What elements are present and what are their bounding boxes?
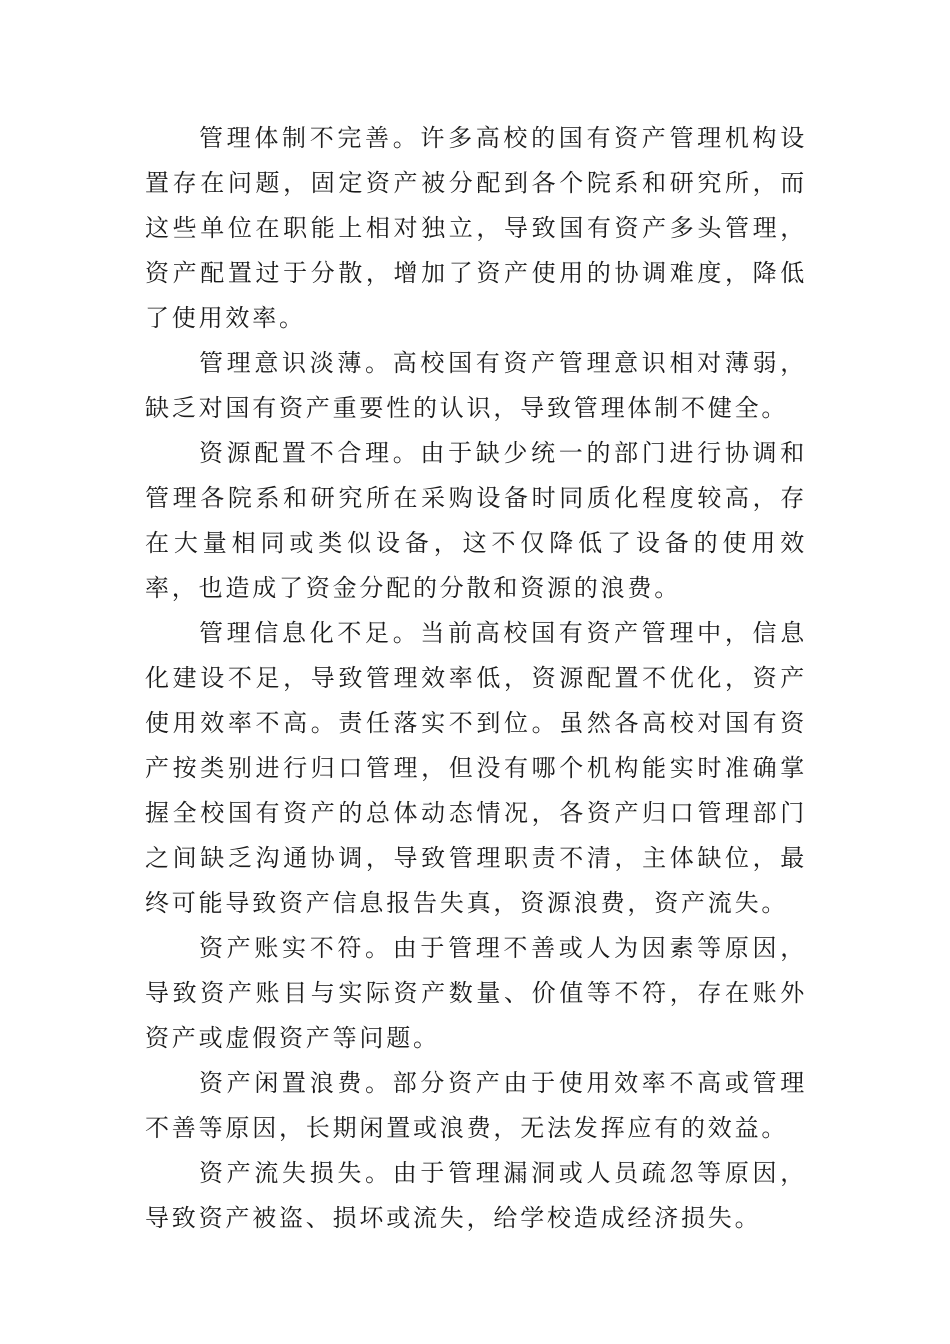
paragraph-informatization: 管理信息化不足。当前高校国有资产管理中，信息化建设不足，导致管理效率低，资源配置不优化，资产使用效率不高。责任落实不到位。虽然各高校对国有资产按类别进行归口管理，但没有哪个机构能实时准确掌握全校国有资产的总体动态情况，各资产归口管理部门之间缺乏沟通协调，导致管理职责不清，主体缺位，最终可能导致资产信息报告失真，资源浪费，资产流失。 [145, 619, 807, 917]
paragraph-resource-allocation: 资源配置不合理。由于缺少统一的部门进行协调和管理各院系和研究所在采购设备时同质化程度较高，存在大量相同或类似设备，这不仅降低了设备的使用效率，也造成了资金分配的分散和资源的浪费。 [145, 439, 807, 602]
paragraph-idle-waste: 资产闲置浪费。部分资产由于使用效率不高或管理不善等原因，长期闲置或浪费，无法发挥应有的效益。 [145, 1069, 807, 1142]
paragraph-management-system: 管理体制不完善。许多高校的国有资产管理机构设置存在问题，固定资产被分配到各个院系和研究所，而这些单位在职能上相对独立，导致国有资产多头管理，资产配置过于分散，增加了资产使用的协调难度，降低了使用效率。 [145, 124, 807, 332]
paragraph-asset-loss: 资产流失损失。由于管理漏洞或人员疏忽等原因，导致资产被盗、损坏或流失，给学校造成经济损失。 [145, 1159, 807, 1232]
paragraph-management-awareness: 管理意识淡薄。高校国有资产管理意识相对薄弱，缺乏对国有资产重要性的认识，导致管理体制不健全。 [145, 349, 807, 422]
paragraph-account-mismatch: 资产账实不符。由于管理不善或人为因素等原因，导致资产账目与实际资产数量、价值等不符，存在账外资产或虚假资产等问题。 [145, 934, 807, 1052]
document-body [145, 116, 807, 1241]
